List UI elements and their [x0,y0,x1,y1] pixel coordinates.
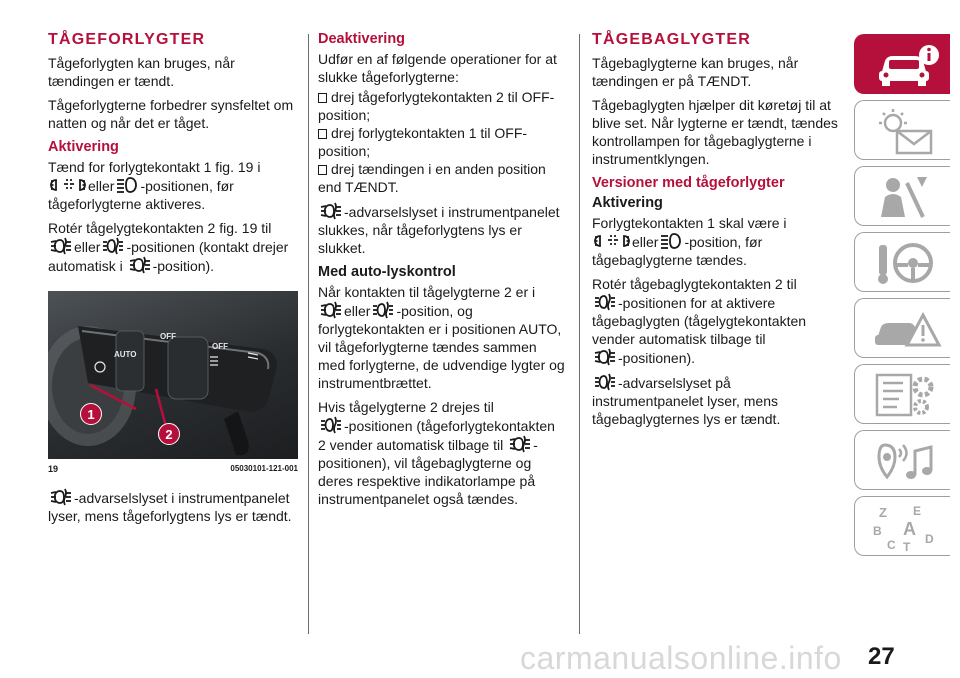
text: Tænd for forlygtekontakt 1 fig. 19 i [48,159,261,175]
breakdown-icon [873,305,943,353]
switch-label-off: OFF [212,342,228,351]
index-letter: Z [879,505,887,520]
list-item: drej tågeforlygtekontakten 2 til OFF-position; [318,89,555,123]
text: -positionen (tågeforlygtekontakten 2 vender automatisk tilbage til [318,418,555,453]
text: Rotér tågelygtekontakten 2 fig. 19 til [48,220,272,236]
tab-multimedia[interactable] [854,430,950,490]
page-number: 27 [868,643,895,670]
callout-badge-2: 2 [158,423,180,445]
paragraph-auto [318,283,566,392]
text: -positionen, før tågeforlygterne aktiveres. [48,178,234,212]
text: eller [344,303,371,319]
text: -position, før tågebaglygterne tændes. [592,234,763,268]
heading-versions: Versioner med tågeforlygter [592,175,785,191]
steering-wheel-icon [873,239,943,287]
figure-light-switch-photo [48,291,298,459]
index-letter: E [913,504,922,518]
warning-lights-icon [873,107,943,155]
checkbox-bullet-icon [318,93,327,103]
text: -advarselslyset på instrumentpanelet lyser, mens tågebaglygternes lys er tændt. [592,375,781,427]
front-fog-icon [320,202,342,220]
text: -advarselslyset i instrumentpanelet slukkes, når tågeforlygtens lys er slukket. [318,204,560,256]
column-deactivation [318,30,566,514]
tab-index[interactable] [854,496,950,556]
paragraph: Tågeforlygten kan bruges, når tændingen er tændt. [48,55,235,89]
rear-fog-icon [320,416,342,434]
figure-code: 05030101-121-001 [230,464,298,473]
column-front-fog [48,30,298,531]
text: -positionen). [618,350,696,366]
paragraph-indicator-off [318,202,566,257]
front-fog-icon [50,488,72,506]
parking-lights-icon [594,232,630,250]
text: eller [74,239,101,255]
rear-fog-icon [594,293,616,311]
column-divider [308,34,309,634]
paragraph: Tågeforlygterne forbedrer synsfeltet om natten og når det er tåget. [48,97,294,131]
paragraph: Tågebaglygten hjælper dit køretøj til at blive set. Når lygterne er tændt, tændes kontrollampen for tågebaglygterne i instrumentklyngen. [592,97,838,167]
text: -position). [152,258,215,274]
paragraph-indicator [48,488,298,525]
figure-caption [48,462,298,476]
text: Rotér tågebaglygtekontakten 2 til [592,276,797,292]
section-title-front-fog: TÅGEFORLYGTER [48,31,206,48]
list-item: drej forlygtekontakten 1 til OFF-position; [318,125,528,159]
tab-safety[interactable] [854,166,950,226]
heading-activation: Aktivering [48,139,119,155]
tab-warning-lights[interactable] [854,100,950,160]
switch-label-off: OFF [160,332,176,341]
text: Når kontakten til tågelygterne 2 er i [318,284,536,300]
text: -position, og forlygtekontakten er i positionen AUTO, vil tågeforlygterne tændes sammen med forlygterne, de udvendige lygter og instrumentbrættet. [318,303,565,391]
front-fog-icon [320,301,342,319]
index-letter: B [873,524,882,538]
text: -positionen (kontakt drejer automatisk i [48,239,289,274]
paragraph-activation [592,214,844,269]
list-item: drej tændingen i en anden position end TÆNDT. [318,161,546,195]
index-letter: T [903,540,911,551]
text: -positionen for at aktivere tågebaglygten (tågelygtekontakten vender automatisk tilbage til [592,295,807,347]
front-fog-icon [594,348,616,366]
rear-fog-icon [594,373,616,391]
heading-deactivation: Deaktivering [318,31,406,47]
paragraph-activation [48,158,298,213]
checkbox-bullet-icon [318,165,327,175]
front-fog-icon [50,237,72,255]
text: -advarselslyset i instrumentpanelet lyser, mens tågeforlygtens lys er tændt. [48,490,292,524]
front-fog-icon [129,256,151,274]
tab-emergency[interactable] [854,298,950,358]
heading-activation: Aktivering [592,195,663,211]
text: Hvis tågelygterne 2 drejes til [318,399,494,415]
callout-badge-1: 1 [80,403,102,425]
front-fog-icon [509,435,531,453]
checkbox-bullet-icon [318,129,327,139]
paragraph: Udfør en af følgende operationer for at slukke tågeforlygterne: [318,51,557,85]
headlight-icon [660,232,682,250]
text: eller [88,178,115,194]
tab-starting-driving[interactable] [854,232,950,292]
column-rear-fog [592,30,844,434]
figure-number: 19 [48,464,59,474]
paragraph-rotate [48,219,298,275]
index-icon [873,503,943,551]
switch-label-auto: AUTO [114,350,137,359]
parking-lights-icon [50,176,86,194]
index-letter: C [887,538,896,551]
paragraph-indicator [592,373,844,428]
safety-seatbelt-icon [873,173,943,221]
text: Forlygtekontakten 1 skal være i [592,215,787,231]
column-divider [579,34,580,634]
heading-auto-light: Med auto-lyskontrol [318,264,456,280]
text: -positionen), vil tågebaglygterne og deres respektive indikatorlampe på instrumentpanelet også tændes. [318,437,538,507]
headlight-icon [116,176,138,194]
section-title-rear-fog: TÅGEBAGLYGTER [592,31,752,48]
paragraph-rotate [592,275,844,367]
paragraph-rear-fog-turn [318,398,566,508]
text: eller [632,234,659,250]
maintenance-icon [873,371,943,419]
chapter-sidebar [854,34,960,562]
tab-maintenance[interactable] [854,364,950,424]
multimedia-icon [873,437,943,485]
watermark: carmanualsonline.info [520,640,842,676]
index-letter: A [903,519,916,539]
rear-fog-icon [102,237,124,255]
car-info-icon [873,41,943,89]
paragraph: Tågebaglygterne kan bruges, når tændingen er på TÆNDT. [592,55,799,89]
rear-fog-icon [372,301,394,319]
index-letter: D [925,532,934,546]
tab-car-info[interactable] [854,34,950,94]
